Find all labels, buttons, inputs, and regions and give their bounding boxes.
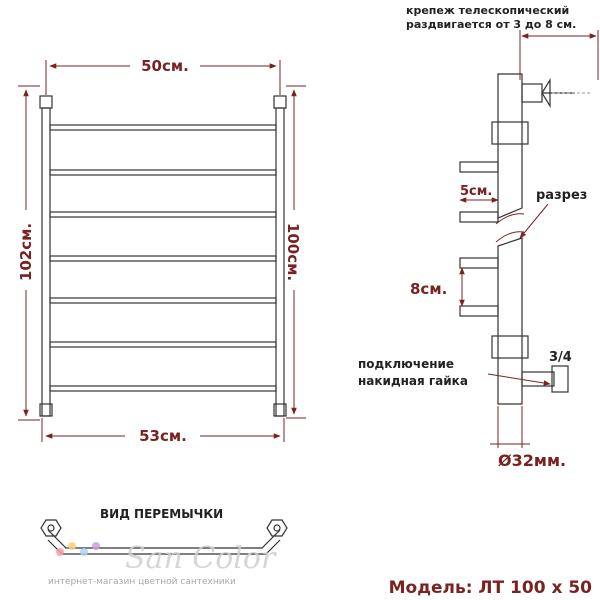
connection-label-line2: накидная гайка: [358, 374, 468, 388]
brand-dot: [56, 548, 64, 556]
section-label: разрез: [536, 188, 588, 203]
connection-label-line1: подключение: [358, 357, 455, 371]
brand-tagline: интернет-магазин цветной сантехники: [48, 577, 236, 587]
jumper-title: ВИД ПЕРЕМЫЧКИ: [100, 507, 224, 521]
brand-dot: [92, 542, 100, 550]
side-view: [358, 4, 598, 470]
pitch-label: 8см.: [410, 280, 448, 298]
height-right-label: 100см.: [284, 222, 302, 282]
model-label: Модель: ЛТ 100 х 50: [388, 578, 592, 598]
rungs: [50, 125, 276, 391]
width-bottom-label: 53см.: [139, 427, 187, 445]
width-top-label: 50см.: [141, 57, 189, 75]
brand-dot: [68, 542, 76, 550]
depth-label: 5см.: [460, 184, 493, 199]
height-left-label: 102см.: [17, 222, 35, 282]
mount-note-line1: крепеж телескопический: [406, 4, 570, 17]
pipe-diameter-label: Ø32мм.: [498, 451, 567, 470]
brand-name: San Color: [125, 541, 276, 576]
thread-label: 3/4: [549, 350, 572, 365]
front-view: [17, 57, 306, 445]
brand-dot: [80, 548, 88, 556]
mount-note-line2: раздвигается от 3 до 8 см.: [406, 18, 577, 31]
